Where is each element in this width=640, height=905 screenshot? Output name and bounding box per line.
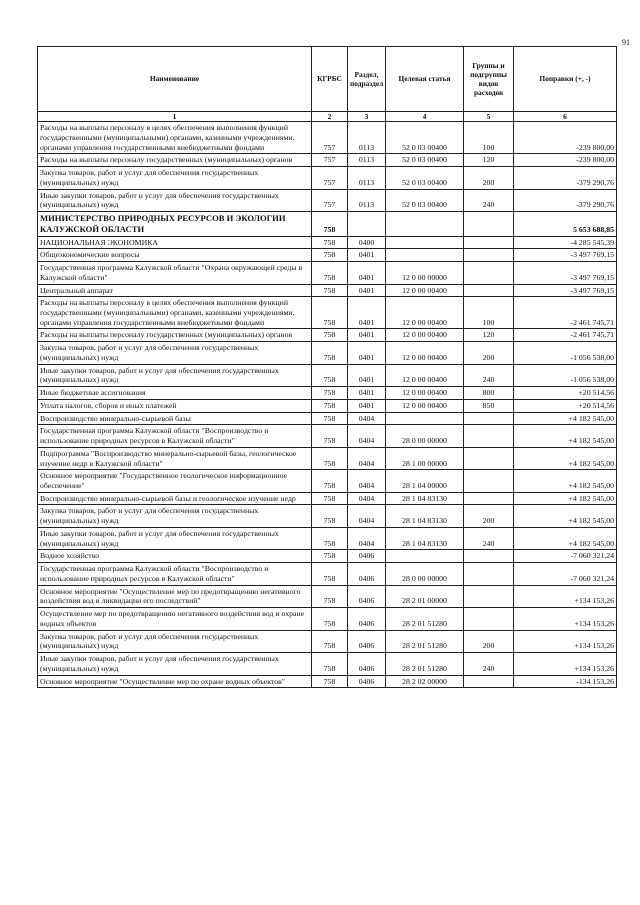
cell-kgrbs: 758 <box>312 608 348 630</box>
cell-group <box>464 249 514 262</box>
cell-target: 28 1 04 83130 <box>386 527 464 549</box>
cell-target <box>386 249 464 262</box>
cell-name: Иные закупки товаров, работ и услуг для обеспечения государственных (муниципальных) нужд <box>38 527 312 549</box>
table-row <box>38 236 617 249</box>
table-row <box>38 329 617 342</box>
cell-section: 0404 <box>348 470 386 492</box>
cell-name: Воспроизводство минерально-сырьевой базы <box>38 412 312 425</box>
cell-section: 0406 <box>348 653 386 675</box>
cell-group <box>464 425 514 447</box>
cell-target: 28 2 01 00000 <box>386 585 464 607</box>
cell-group: 240 <box>464 364 514 386</box>
header-name: Наименование <box>38 47 312 112</box>
cell-group: 100 <box>464 297 514 329</box>
cell-group <box>464 212 514 236</box>
cell-section: 0404 <box>348 447 386 469</box>
cell-name: Иные закупки товаров, работ и услуг для обеспечения государственных (муниципальных) нужд <box>38 653 312 675</box>
cell-target: 28 2 01 51280 <box>386 630 464 652</box>
cell-amendment: -2 461 745,71 <box>514 329 617 342</box>
cell-amendment: +4 182 545,00 <box>514 425 617 447</box>
cell-amendment: -4 285 545,39 <box>514 236 617 249</box>
table-row <box>38 284 617 297</box>
table-row <box>38 342 617 364</box>
cell-name: Закупка товаров, работ и услуг для обеспечения государственных (муниципальных) нужд <box>38 167 312 189</box>
cell-amendment: -3 497 769,15 <box>514 249 617 262</box>
cell-name: Основное мероприятие "Осуществление мер по охране водных объектов" <box>38 675 312 688</box>
cell-group: 200 <box>464 342 514 364</box>
cell-kgrbs: 758 <box>312 236 348 249</box>
cell-name: Уплата налогов, сборов и иных платежей <box>38 399 312 412</box>
col-number: 2 <box>312 112 348 122</box>
cell-name: Основное мероприятие "Государственное геологическое информационное обеспечение" <box>38 470 312 492</box>
cell-section: 0401 <box>348 399 386 412</box>
cell-kgrbs: 758 <box>312 249 348 262</box>
cell-amendment: +4 182 545,00 <box>514 447 617 469</box>
cell-amendment: +4 182 545,00 <box>514 470 617 492</box>
cell-name: Осуществление мер по предотвращению негативного воздействия вод и охране водных объектов <box>38 608 312 630</box>
cell-section: 0401 <box>348 342 386 364</box>
table-row <box>38 297 617 329</box>
cell-kgrbs: 758 <box>312 492 348 505</box>
cell-section: 0406 <box>348 630 386 652</box>
cell-target: 28 1 04 83130 <box>386 492 464 505</box>
table-row <box>38 122 617 154</box>
header-kgrbs: КГРБС <box>312 47 348 112</box>
header-group: Группы и подгруппы видов расходов <box>464 47 514 112</box>
table-row <box>38 189 617 211</box>
header-section: Раздел, подраздел <box>348 47 386 112</box>
cell-target: 28 1 04 83130 <box>386 505 464 527</box>
table-row <box>38 505 617 527</box>
cell-kgrbs: 758 <box>312 387 348 400</box>
cell-target: 28 1 04 00000 <box>386 470 464 492</box>
cell-kgrbs: 757 <box>312 189 348 211</box>
table-row <box>38 653 617 675</box>
cell-kgrbs: 758 <box>312 653 348 675</box>
cell-name: Расходы на выплаты персоналу государственных (муниципальных) органов <box>38 154 312 167</box>
cell-target: 12 0 00 00400 <box>386 364 464 386</box>
cell-kgrbs: 758 <box>312 297 348 329</box>
cell-section: 0401 <box>348 284 386 297</box>
cell-kgrbs: 758 <box>312 585 348 607</box>
col-number: 5 <box>464 112 514 122</box>
cell-section: 0404 <box>348 505 386 527</box>
cell-section: 0401 <box>348 249 386 262</box>
cell-section: 0401 <box>348 297 386 329</box>
table-row <box>38 154 617 167</box>
cell-name: Центральный аппарат <box>38 284 312 297</box>
cell-name: Государственная программа Калужской области "Воспроизводство и использование природных ресурсов в Калужской области" <box>38 425 312 447</box>
cell-section: 0404 <box>348 492 386 505</box>
table-row <box>38 249 617 262</box>
cell-group <box>464 563 514 585</box>
cell-target: 52 0 03 00400 <box>386 122 464 154</box>
cell-group <box>464 236 514 249</box>
cell-group: 200 <box>464 630 514 652</box>
cell-amendment: -239 800,00 <box>514 122 617 154</box>
cell-amendment: 5 653 688,85 <box>514 212 617 236</box>
table-row <box>38 262 617 284</box>
table-row <box>38 608 617 630</box>
cell-name: Расходы на выплаты персоналу государственных (муниципальных) органов <box>38 329 312 342</box>
cell-name: Основное мероприятие "Осуществление мер по предотвращению негативного воздействия вод и ликвидации его последствий" <box>38 585 312 607</box>
cell-section: 0113 <box>348 122 386 154</box>
cell-kgrbs: 758 <box>312 527 348 549</box>
cell-target: 12 0 00 00400 <box>386 399 464 412</box>
cell-group: 100 <box>464 122 514 154</box>
cell-amendment: +4 182 545,00 <box>514 505 617 527</box>
cell-section: 0406 <box>348 550 386 563</box>
cell-group <box>464 550 514 563</box>
cell-name: Расходы на выплаты персоналу в целях обеспечения выполнения функций государственными (муниципальными) органами, казенными учреждениями, органами управления государственными внебюджетными фондами <box>38 297 312 329</box>
table-header-row <box>38 47 617 112</box>
cell-section: 0401 <box>348 387 386 400</box>
cell-group <box>464 675 514 688</box>
cell-amendment: -3 497 769,15 <box>514 262 617 284</box>
col-number: 4 <box>386 112 464 122</box>
cell-group <box>464 585 514 607</box>
table-row <box>38 470 617 492</box>
cell-target: 12 0 00 00400 <box>386 297 464 329</box>
cell-kgrbs: 758 <box>312 550 348 563</box>
cell-target: 28 1 00 00000 <box>386 447 464 469</box>
budget-amendments-table <box>37 46 617 688</box>
cell-group: 200 <box>464 505 514 527</box>
cell-section <box>348 212 386 236</box>
cell-group <box>464 492 514 505</box>
cell-section: 0406 <box>348 608 386 630</box>
table-row <box>38 492 617 505</box>
cell-section: 0406 <box>348 563 386 585</box>
table-row <box>38 550 617 563</box>
cell-name: Государственная программа Калужской области "Воспроизводство и использование природных ресурсов в Калужской области" <box>38 563 312 585</box>
cell-name: НАЦИОНАЛЬНАЯ ЭКОНОМИКА <box>38 236 312 249</box>
cell-kgrbs: 758 <box>312 505 348 527</box>
cell-target: 12 0 00 00000 <box>386 262 464 284</box>
cell-kgrbs: 758 <box>312 675 348 688</box>
header-target: Целевая статья <box>386 47 464 112</box>
cell-section: 0404 <box>348 412 386 425</box>
page-number: 91 <box>622 38 630 47</box>
cell-target: 52 0 03 00400 <box>386 154 464 167</box>
table-row <box>38 167 617 189</box>
cell-amendment: +134 153,26 <box>514 630 617 652</box>
cell-group: 240 <box>464 527 514 549</box>
cell-amendment: -239 800,00 <box>514 154 617 167</box>
cell-name: Иные закупки товаров, работ и услуг для обеспечения государственных (муниципальных) нужд <box>38 189 312 211</box>
cell-target <box>386 412 464 425</box>
column-number-row <box>38 112 617 122</box>
cell-section: 0404 <box>348 425 386 447</box>
cell-kgrbs: 758 <box>312 399 348 412</box>
cell-amendment: +4 182 545,00 <box>514 412 617 425</box>
cell-name: Воспроизводство минерально-сырьевой базы и геологическое изучение недр <box>38 492 312 505</box>
cell-amendment: -3 497 769,15 <box>514 284 617 297</box>
cell-target: 28 2 01 51280 <box>386 653 464 675</box>
cell-amendment: -379 290,76 <box>514 189 617 211</box>
cell-group: 240 <box>464 653 514 675</box>
col-number: 1 <box>38 112 312 122</box>
cell-amendment: +20 514,56 <box>514 399 617 412</box>
cell-amendment: -2 461 745,71 <box>514 297 617 329</box>
cell-amendment: -1 056 538,00 <box>514 364 617 386</box>
cell-name: МИНИСТЕРСТВО ПРИРОДНЫХ РЕСУРСОВ И ЭКОЛОГИИ КАЛУЖСКОЙ ОБЛАСТИ <box>38 212 312 236</box>
cell-target: 28 0 00 00000 <box>386 425 464 447</box>
cell-group: 120 <box>464 154 514 167</box>
cell-section: 0400 <box>348 236 386 249</box>
cell-section: 0113 <box>348 189 386 211</box>
col-number: 6 <box>514 112 617 122</box>
cell-group: 120 <box>464 329 514 342</box>
cell-amendment: +20 514,56 <box>514 387 617 400</box>
cell-name: Иные закупки товаров, работ и услуг для обеспечения государственных (муниципальных) нужд <box>38 364 312 386</box>
cell-group: 200 <box>464 167 514 189</box>
table-row <box>38 425 617 447</box>
cell-amendment: -134 153,26 <box>514 675 617 688</box>
cell-group: 240 <box>464 189 514 211</box>
table-row <box>38 675 617 688</box>
cell-section: 0401 <box>348 364 386 386</box>
table-row <box>38 212 617 236</box>
cell-target: 12 0 00 00400 <box>386 284 464 297</box>
cell-kgrbs: 758 <box>312 212 348 236</box>
cell-target: 28 0 00 00000 <box>386 563 464 585</box>
cell-target: 12 0 00 00400 <box>386 387 464 400</box>
table-row <box>38 387 617 400</box>
cell-section: 0401 <box>348 262 386 284</box>
cell-kgrbs: 758 <box>312 412 348 425</box>
cell-group <box>464 470 514 492</box>
cell-kgrbs: 758 <box>312 563 348 585</box>
cell-target <box>386 212 464 236</box>
cell-section: 0404 <box>348 527 386 549</box>
table-row <box>38 527 617 549</box>
cell-kgrbs: 758 <box>312 447 348 469</box>
cell-group <box>464 412 514 425</box>
cell-target <box>386 236 464 249</box>
cell-amendment: +4 182 545,00 <box>514 492 617 505</box>
cell-name: Подпрограмма "Воспроизводство минерально-сырьевой базы, геологическое изучение недр в Калужской области" <box>38 447 312 469</box>
cell-section: 0113 <box>348 167 386 189</box>
cell-amendment: +4 182 545,00 <box>514 527 617 549</box>
cell-kgrbs: 758 <box>312 425 348 447</box>
cell-kgrbs: 758 <box>312 342 348 364</box>
table-row <box>38 630 617 652</box>
cell-kgrbs: 758 <box>312 262 348 284</box>
cell-amendment: +134 153,26 <box>514 653 617 675</box>
cell-amendment: -7 060 321,24 <box>514 563 617 585</box>
cell-name: Закупка товаров, работ и услуг для обеспечения государственных (муниципальных) нужд <box>38 630 312 652</box>
cell-section: 0406 <box>348 585 386 607</box>
cell-name: Расходы на выплаты персоналу в целях обеспечения выполнения функций государственными (муниципальными) органами, казенными учреждениями, органами управления государственными внебюджетными фондами <box>38 122 312 154</box>
cell-target: 28 2 02 00000 <box>386 675 464 688</box>
cell-section: 0406 <box>348 675 386 688</box>
cell-group <box>464 284 514 297</box>
cell-kgrbs: 757 <box>312 154 348 167</box>
table-row <box>38 447 617 469</box>
cell-name: Государственная программа Калужской области "Охрана окружающей среды в Калужской области" <box>38 262 312 284</box>
table-row <box>38 412 617 425</box>
table-row <box>38 563 617 585</box>
cell-name: Общеэкономические вопросы <box>38 249 312 262</box>
cell-kgrbs: 758 <box>312 284 348 297</box>
cell-group <box>464 608 514 630</box>
cell-group: 800 <box>464 387 514 400</box>
cell-amendment: -7 060 321,24 <box>514 550 617 563</box>
cell-target: 52 0 03 00400 <box>386 167 464 189</box>
cell-target <box>386 550 464 563</box>
table-row <box>38 585 617 607</box>
cell-kgrbs: 758 <box>312 630 348 652</box>
table-row <box>38 364 617 386</box>
cell-target: 12 0 00 00400 <box>386 342 464 364</box>
cell-section: 0401 <box>348 329 386 342</box>
cell-kgrbs: 758 <box>312 329 348 342</box>
cell-kgrbs: 757 <box>312 122 348 154</box>
col-number: 3 <box>348 112 386 122</box>
cell-group <box>464 447 514 469</box>
cell-section: 0113 <box>348 154 386 167</box>
header-amendment: Поправки (+, -) <box>514 47 617 112</box>
cell-name: Иные бюджетные ассигнования <box>38 387 312 400</box>
cell-amendment: +134 153,26 <box>514 608 617 630</box>
cell-amendment: +134 153,26 <box>514 585 617 607</box>
cell-name: Закупка товаров, работ и услуг для обеспечения государственных (муниципальных) нужд <box>38 505 312 527</box>
table-row <box>38 399 617 412</box>
cell-amendment: -379 290,76 <box>514 167 617 189</box>
cell-target: 28 2 01 51280 <box>386 608 464 630</box>
cell-target: 12 0 00 00400 <box>386 329 464 342</box>
cell-group <box>464 262 514 284</box>
cell-group: 850 <box>464 399 514 412</box>
cell-amendment: -1 056 538,00 <box>514 342 617 364</box>
cell-target: 52 0 03 00400 <box>386 189 464 211</box>
cell-name: Закупка товаров, работ и услуг для обеспечения государственных (муниципальных) нужд <box>38 342 312 364</box>
cell-kgrbs: 757 <box>312 167 348 189</box>
cell-kgrbs: 758 <box>312 470 348 492</box>
cell-kgrbs: 758 <box>312 364 348 386</box>
cell-name: Водное хозяйство <box>38 550 312 563</box>
